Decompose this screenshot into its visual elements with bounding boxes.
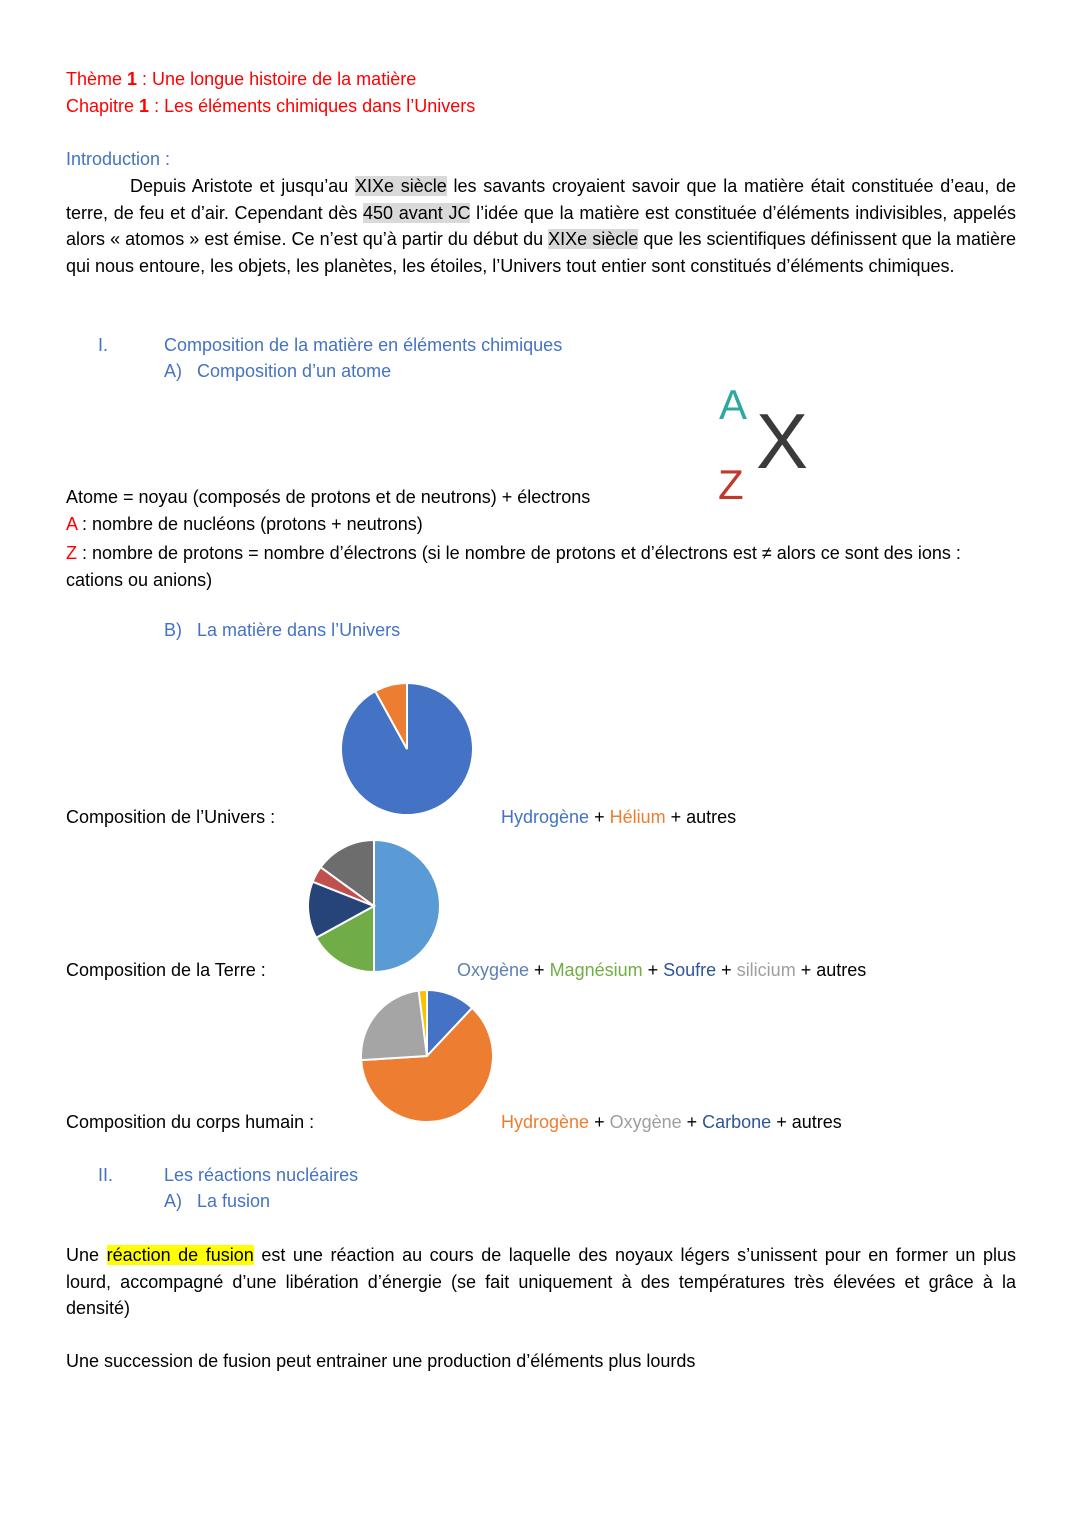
section-1b-title: La matière dans l’Univers	[197, 620, 401, 640]
intro-heading: Introduction :	[66, 149, 171, 169]
pie-terre	[306, 838, 442, 974]
theme-title: Thème 1 : Une longue histoire de la matière	[66, 69, 417, 89]
section-1-number: I.	[98, 335, 109, 355]
pie-univers	[339, 681, 475, 817]
composition-univers-label: Composition de l’Univers :	[66, 807, 276, 827]
composition-terre-legend: Oxygène + Magnésium + Soufre + silicium + autres	[457, 960, 867, 980]
notation-x: X	[756, 397, 809, 485]
fusion-succession: Une succession de fusion peut entrainer une production d’éléments plus lourds	[66, 1351, 696, 1371]
pie-slice-1-0	[374, 840, 440, 972]
fusion-paragraph: Une réaction de fusion est une réaction au cours de laquelle des noyaux légers s’unissent pour en former un plus lourd, accompagné d’une libération d’énergie (se fait uniquement à des températures très élevées et grâce à la densité)	[66, 1245, 1017, 1318]
section-2a-letter: A)	[164, 1191, 182, 1211]
pie-corps	[359, 988, 495, 1124]
intro-paragraph: Depuis Aristote et jusqu’au XIXe siècle les savants croyaient savoir que la matière était constituée d’eau, de terre, de feu et d’air. Cependant dès 450 avant JC l’idée que la matière est constituée d’éléments indivisibles, appelés alors « atomos » est émise. Ce n’est qu’à partir du début du XIXe siècle que les scientifiques définissent que la matière qui nous entoure, les objets, les planètes, les étoiles, l’Univers tout entier sont constitués d’éléments chimiques.	[66, 176, 1017, 276]
section-1a-title: Composition d’un atome	[197, 361, 392, 381]
chapter-title: Chapitre 1 : Les éléments chimiques dans l’Univers	[66, 96, 476, 116]
notation-z: Z	[718, 461, 744, 508]
pie-slice-2-2	[361, 991, 427, 1061]
notation-a: A	[719, 381, 748, 428]
section-2-number: II.	[98, 1165, 114, 1185]
z-definition: Z : nombre de protons = nombre d’électrons (si le nombre de protons et d’électrons est ≠ alors ce sont des ions : cations ou anions)	[66, 543, 961, 590]
composition-corps-label: Composition du corps humain :	[66, 1112, 315, 1132]
composition-univers-legend: Hydrogène + Hélium + autres	[501, 807, 737, 827]
composition-terre-label: Composition de la Terre :	[66, 960, 266, 980]
section-2a-title: La fusion	[197, 1191, 271, 1211]
section-1b-letter: B)	[164, 620, 182, 640]
composition-corps-legend: Hydrogène + Oxygène + Carbone + autres	[501, 1112, 842, 1132]
section-1-title: Composition de la matière en éléments chimiques	[164, 335, 563, 355]
section-2-title: Les réactions nucléaires	[164, 1165, 359, 1185]
section-1a-letter: A)	[164, 361, 182, 381]
atome-definition: Atome = noyau (composés de protons et de neutrons) + électrons	[66, 487, 591, 507]
a-definition: A : nombre de nucléons (protons + neutrons)	[66, 514, 423, 534]
